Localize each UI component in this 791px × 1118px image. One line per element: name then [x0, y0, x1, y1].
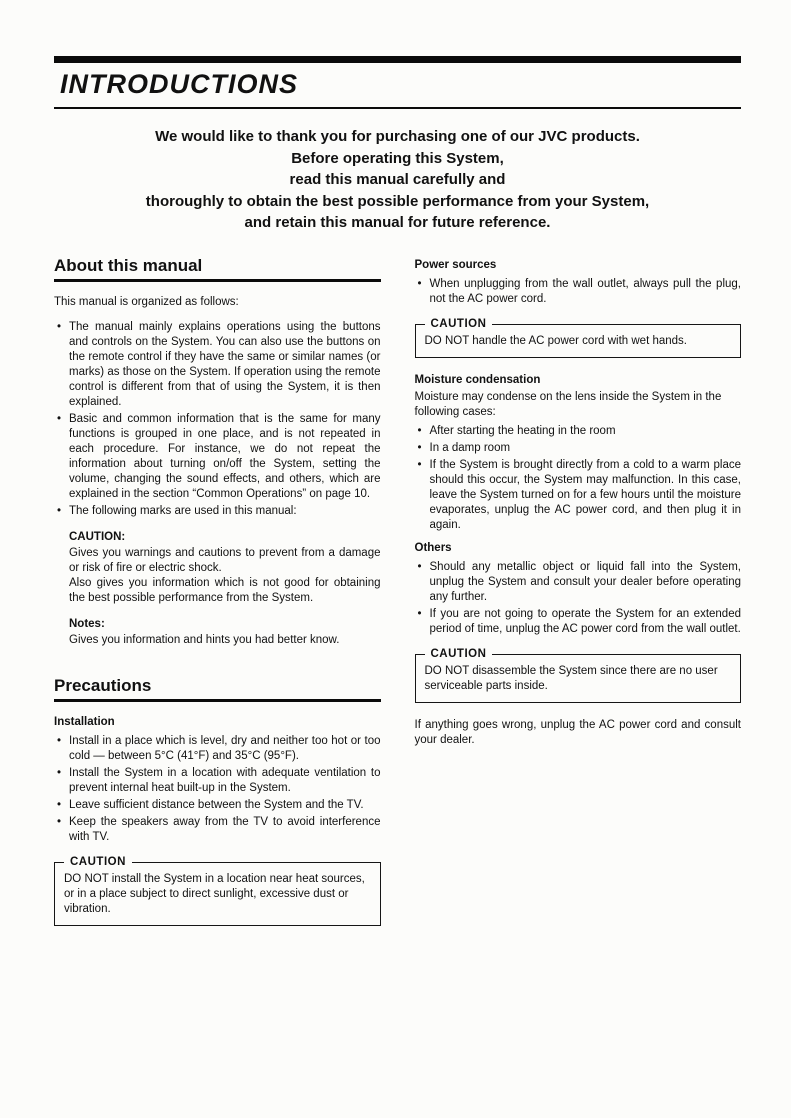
intro-line: We would like to thank you for purchasing one of our JVC products.	[155, 128, 640, 145]
about-bullet-list	[54, 320, 381, 519]
caution-term: CAUTION:	[69, 530, 126, 543]
title-block	[54, 56, 741, 109]
caution-definition	[69, 530, 381, 606]
list-item: • Should any metallic object or liquid fall into the System, unplug the System and consult your dealer before operating any further.	[415, 560, 742, 605]
caution-description: Also gives you information which is not good for obtaining the best possible performance from the System.	[69, 576, 381, 604]
notes-description: Gives you information and hints you had better know.	[69, 633, 340, 646]
sub-heading-others: Others	[414, 541, 452, 554]
list-item: • Install the System in a location with adequate ventilation to prevent internal heat built-up in the System.	[54, 766, 381, 796]
list-item: • If you are not going to operate the System for an extended period of time, unplug the AC power cord from the wall outlet.	[415, 607, 742, 637]
intro-line: read this manual carefully and	[289, 171, 506, 188]
two-column-layout	[54, 255, 741, 941]
caution-box-others	[415, 647, 742, 703]
list-item: • Install in a place which is level, dry and neither too hot or too cold — between 5°C (41°F) and 35°C (95°F).	[54, 734, 381, 764]
caution-box-power	[415, 317, 742, 358]
caution-description: Gives you warnings and cautions to prevent from a damage or risk of fire or electric shock.	[69, 546, 381, 574]
notes-term: Notes:	[69, 617, 105, 630]
sub-heading-installation: Installation	[54, 715, 115, 728]
list-item: • Keep the speakers away from the TV to avoid interference with TV.	[54, 815, 381, 845]
others-bullet-list	[415, 560, 742, 637]
list-item: • Leave sufficient distance between the System and the TV.	[54, 798, 381, 813]
caution-box-label: CAUTION	[425, 647, 493, 662]
installation-bullet-list	[54, 734, 381, 845]
intro-line: and retain this manual for future reference.	[244, 214, 551, 231]
list-item: • After starting the heating in the room	[415, 424, 742, 439]
dealer-advice-text: If anything goes wrong, unplug the AC power cord and consult your dealer.	[414, 718, 741, 746]
caution-box-text: DO NOT disassemble the System since there are no user serviceable parts inside.	[424, 664, 718, 692]
page-title: INTRODUCTIONS	[60, 69, 298, 99]
caution-box-installation	[54, 855, 381, 926]
caution-box-label: CAUTION	[64, 855, 132, 870]
section-heading-precautions: Precautions	[54, 678, 381, 702]
list-item: • In a damp room	[415, 441, 742, 456]
list-item: • Basic and common information that is the same for many functions is grouped in one place, and is not repeated in each procedure. For instance, we do not repeat the information about turning on/off the System, setting the volume, changing the sound effects, and others, which are explained in the section “Common Operations” on page 10.	[54, 412, 381, 502]
caution-box-text: DO NOT handle the AC power cord with wet hands.	[424, 334, 688, 347]
power-bullet-list	[415, 277, 742, 307]
caution-box-text: DO NOT install the System in a location near heat sources, or in a place subject to direct sunlight, excessive dust or vibration.	[64, 872, 365, 915]
title-underline	[54, 107, 741, 109]
intro-line: Before operating this System,	[291, 149, 504, 167]
sub-heading-moisture: Moisture condensation	[414, 373, 541, 386]
moisture-intro-text: Moisture may condense on the lens inside the System in the following cases:	[414, 390, 722, 418]
caution-box-label: CAUTION	[425, 317, 493, 332]
notes-definition	[69, 617, 381, 648]
top-rule	[54, 56, 741, 63]
intro-line: thoroughly to obtain the best possible performance from your System,	[145, 192, 650, 210]
list-item: • The following marks are used in this manual:	[54, 504, 381, 519]
right-column	[415, 258, 742, 748]
list-item: • If the System is brought directly from a cold to a warm place should this occur, the System may malfunction. In this case, leave the System turned on for a few hours until the moisture evaporates, unplug the AC power cord, and then plug it in again.	[415, 458, 742, 533]
list-item: • When unplugging from the wall outlet, always pull the plug, not the AC power cord.	[415, 277, 742, 307]
intro-paragraph	[64, 126, 731, 234]
section-heading-about: About this manual	[54, 258, 381, 282]
moisture-bullet-list	[415, 424, 742, 533]
about-intro-text: This manual is organized as follows:	[54, 295, 239, 308]
list-item: • The manual mainly explains operations using the buttons and controls on the System. You can also use the buttons on the remote control if they have the same or similar names (or marks) as those on the System. If operation using the remote control is different from that of using the System, it is then explained.	[54, 320, 381, 410]
left-column	[54, 255, 381, 941]
sub-heading-power-sources: Power sources	[414, 258, 497, 271]
